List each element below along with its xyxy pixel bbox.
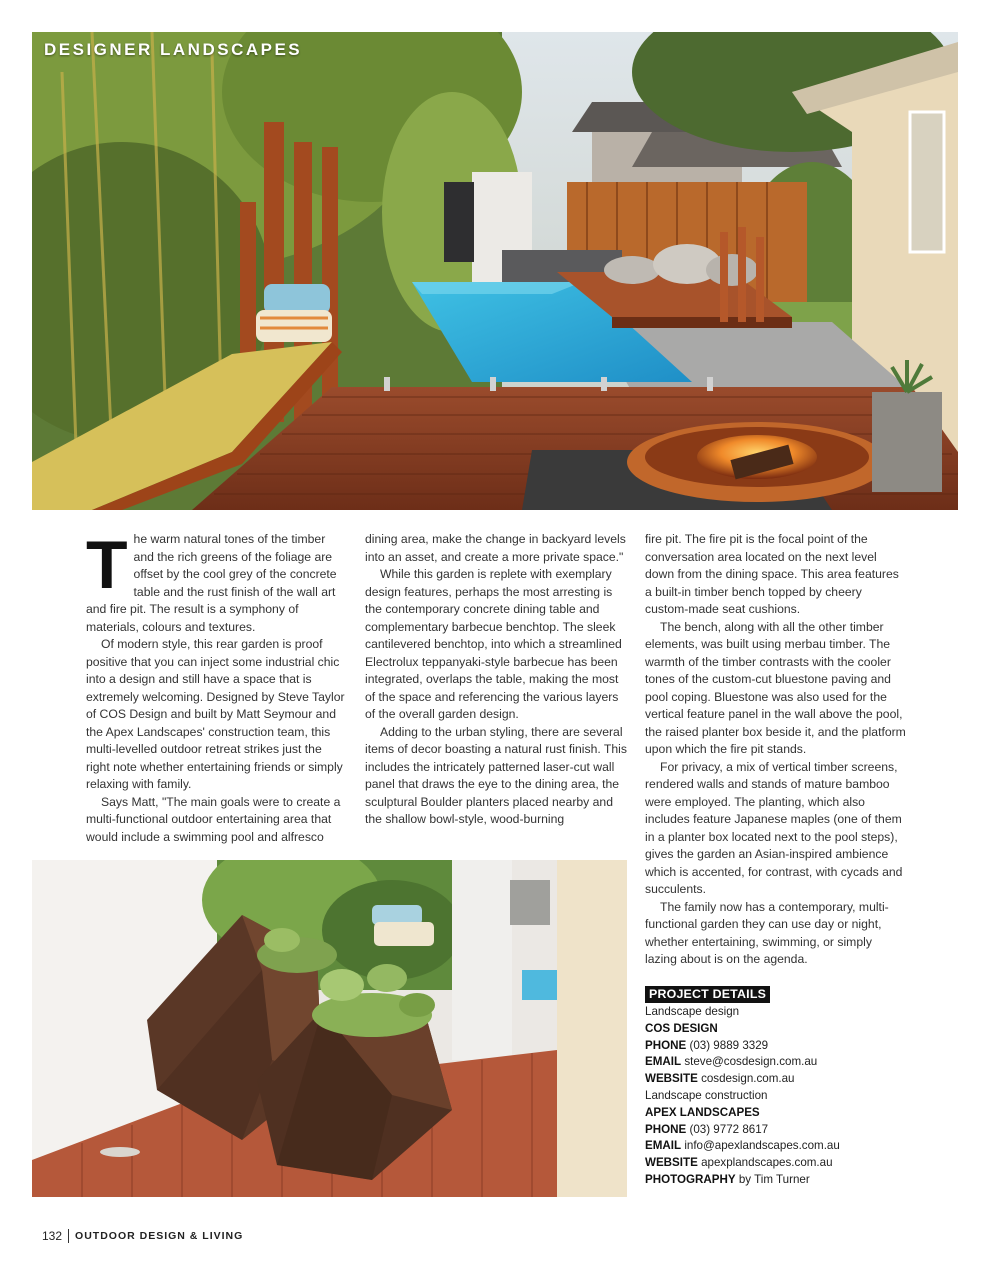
design-phone: (03) 9889 3329 <box>689 1038 769 1052</box>
project-details-title: PROJECT DETAILS <box>645 986 770 1003</box>
construction-website-row <box>645 1155 915 1172</box>
article-paragraph: fire pit. The fire pit is the focal point of the conversation area located on the next level down from the dining space. This area features a built-in timber bench topped by cheery custom-made seat cushions. <box>645 532 899 616</box>
page-number: 132 <box>42 1229 63 1243</box>
construction-email: info@apexlandscapes.com.au <box>684 1139 840 1153</box>
article-paragraph: dining area, make the change in backyard levels into an asset, and create a more private space." <box>365 532 626 564</box>
photography-label: PHOTOGRAPHY <box>645 1172 736 1186</box>
design-label: Landscape design <box>645 1005 740 1018</box>
article-paragraph: The family now has a contemporary, multi-functional garden they can use day or night, whether entertaining, swimming, or simply lazing about is on the agenda. <box>645 899 889 966</box>
phone-label: PHONE <box>645 1038 687 1052</box>
design-company: COS DESIGN <box>645 1021 718 1035</box>
photography-credit: by Tim Turner <box>738 1172 810 1186</box>
construction-phone-row <box>645 1122 915 1139</box>
email-label: EMAIL <box>645 1055 682 1069</box>
design-phone-row <box>645 1038 915 1055</box>
design-email: steve@cosdesign.com.au <box>684 1055 818 1069</box>
section-label: DESIGNER LANDSCAPES <box>44 40 303 59</box>
article-paragraph <box>86 527 348 636</box>
planters-photo <box>32 860 627 1197</box>
design-website-row <box>645 1071 915 1088</box>
article-paragraph: Adding to the urban styling, there are several items of decor boasting a natural rust finish. This includes the intricately patterned laser-cut wall panel that draws the eye to the dining area, the sculptural Boulder planters placed nearby and the shallow bowl-style, wood-burning <box>365 724 627 826</box>
construction-label: Landscape construction <box>645 1088 768 1102</box>
drop-cap: T <box>86 527 128 603</box>
website-label: WEBSITE <box>645 1156 698 1170</box>
article-paragraph: Says Matt, "The main goals were to create a multi-functional outdoor entertaining area that would include a swimming pool and alfresco <box>86 794 341 844</box>
magazine-name: OUTDOOR DESIGN & LIVING <box>75 1230 244 1242</box>
article-column-1 <box>86 527 348 846</box>
article-column-3 <box>645 531 907 969</box>
construction-website: apexplandscapes.com.au <box>701 1156 833 1170</box>
article-paragraph: The bench, along with all the other timber elements, was built using merbau timber. The warmth of the timber contrasts with the cooler tones of the custom-cut bluestone paving and pool coping. Bluestone was also used for the vertical feature panel in the wall above the pool, the raised planter box beside it, and the platform upon which the fire pit stands. <box>645 619 906 756</box>
article-paragraph: Of modern style, this rear garden is proof positive that you can inject some industrial chic into a design and still have a space that is extremely welcoming. Designed by Steve Taylor of COS Design and built by Matt Seymour and the Apex Landscapes' construction team, this multi-levelled outdoor retreat strikes just the right note whether entertaining friends or simply relaxing with family. <box>86 637 345 791</box>
article-paragraph: While this garden is replete with exemplary design features, perhaps the most arresting is the contemporary concrete dining table and complementary barbecue benchtop. The sleek cantilevered benchtop, into which a streamlined Electrolux teppanyaki-style barbecue has been integrated, overlaps the table, making the most of the space and referencing the various layers of the overall garden design. <box>365 567 622 721</box>
design-website: cosdesign.com.au <box>701 1072 795 1086</box>
article-paragraph-text: he warm natural tones of the timber and the rich greens of the foliage are offset by the cool grey of the concrete table and the rust finish of the wall art and fire pit. The result is a symphony of materials, colours and textures. <box>86 532 337 634</box>
hero-photo <box>32 32 958 510</box>
construction-company: APEX LANDSCAPES <box>645 1105 760 1119</box>
page-footer <box>42 1229 243 1243</box>
footer-divider <box>68 1229 69 1243</box>
photography-row <box>645 1172 915 1189</box>
email-label: EMAIL <box>645 1139 682 1153</box>
hero-illustration <box>32 32 958 510</box>
construction-phone: (03) 9772 8617 <box>689 1122 769 1136</box>
planters-illustration <box>32 860 627 1197</box>
website-label: WEBSITE <box>645 1072 698 1086</box>
project-details <box>645 986 915 1189</box>
construction-email-row <box>645 1138 915 1155</box>
phone-label: PHONE <box>645 1122 687 1136</box>
design-email-row <box>645 1054 915 1071</box>
article-paragraph: For privacy, a mix of vertical timber screens, rendered walls and stands of mature bamboo were employed. The planting, which also includes feature Japanese maples (one of them in a planter box located next to the pool steps), gives the garden an Asian-inspired ambience which is accented, for contrast, with cycads and succulents. <box>645 759 903 896</box>
article-column-2 <box>365 531 627 829</box>
